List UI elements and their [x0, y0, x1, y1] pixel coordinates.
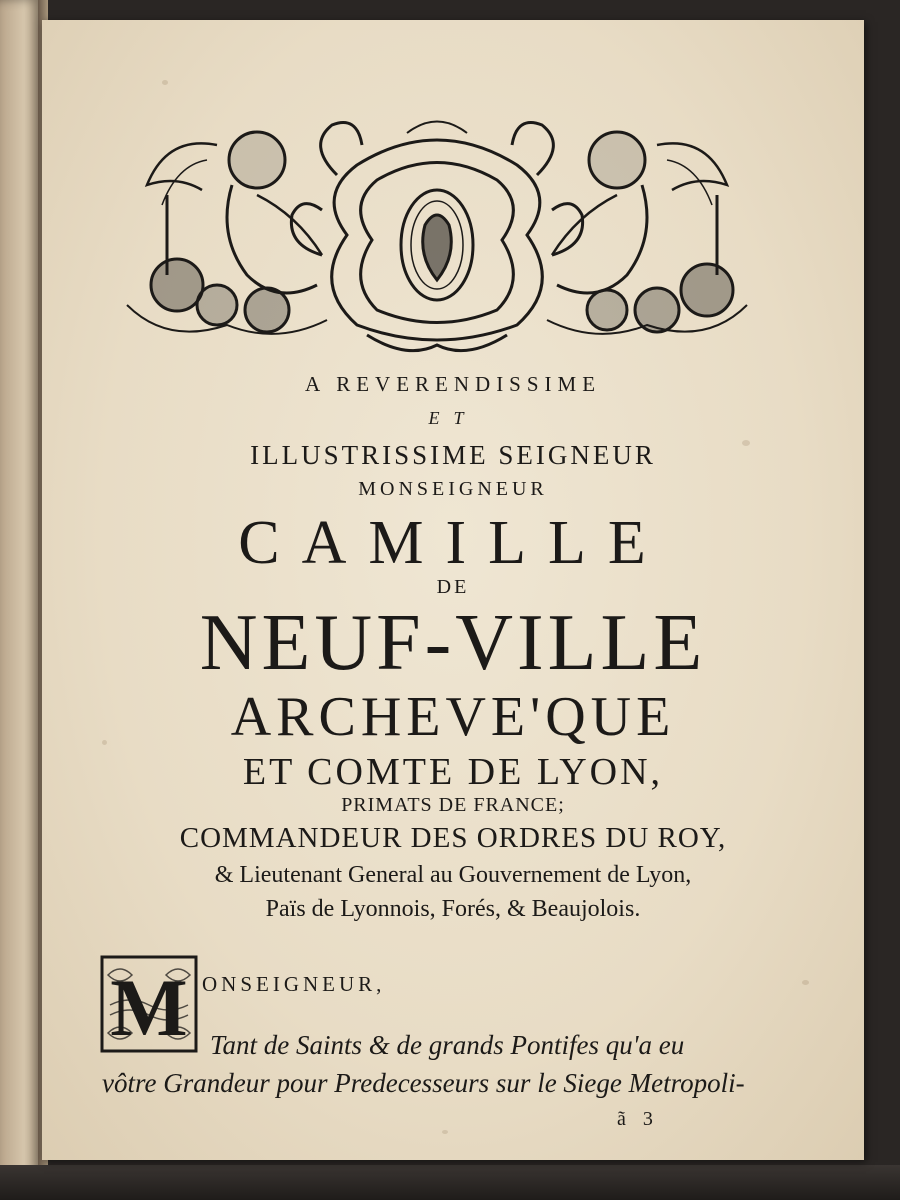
title-line-pais: Païs de Lyonnois, Forés, & Beaujolois. — [265, 896, 641, 922]
title-line-lieutenant: & Lieutenant General au Gouvernement de Lyon, — [214, 862, 692, 888]
body-text-line-2: vôtre Grandeur pour Predecesseurs sur le Siege Metropoli- — [102, 1068, 745, 1098]
title-line-et: ET — [428, 408, 478, 428]
cherubs-cartouche-ornament-icon — [107, 105, 767, 360]
title-line-comte-de-lyon: ET COMTE DE LYON, — [242, 751, 664, 793]
title-line-primats: PRIMATS DE FRANCE; — [341, 794, 565, 816]
title-line-reverendissime: A REVERENDISSIME — [304, 372, 602, 396]
signature-mark: ã 3 — [617, 1108, 659, 1130]
salutation: ONSEIGNEUR, — [202, 972, 386, 996]
title-line-archeveque: ARCHEVE'QUE — [230, 686, 676, 748]
decorated-initial-icon — [100, 955, 198, 1053]
body-text-line-1: Tant de Saints & de grands Pontifes qu'a eu — [210, 1030, 685, 1060]
table-background — [0, 1165, 900, 1200]
dropcap-letter: M — [110, 962, 188, 1053]
title-line-camille: CAMILLE — [238, 509, 668, 577]
title-line-commandeur: COMMANDEUR DES ORDRES DU ROY, — [179, 822, 727, 854]
title-line-illustrissime: ILLUSTRISSIME SEIGNEUR — [250, 440, 656, 470]
title-line-neuf-ville: NEUF-VILLE — [199, 599, 707, 687]
book-page — [42, 20, 864, 1160]
title-line-de: DE — [436, 576, 470, 598]
title-line-monseigneur: MONSEIGNEUR — [358, 478, 548, 500]
left-page-edge — [0, 0, 40, 1200]
